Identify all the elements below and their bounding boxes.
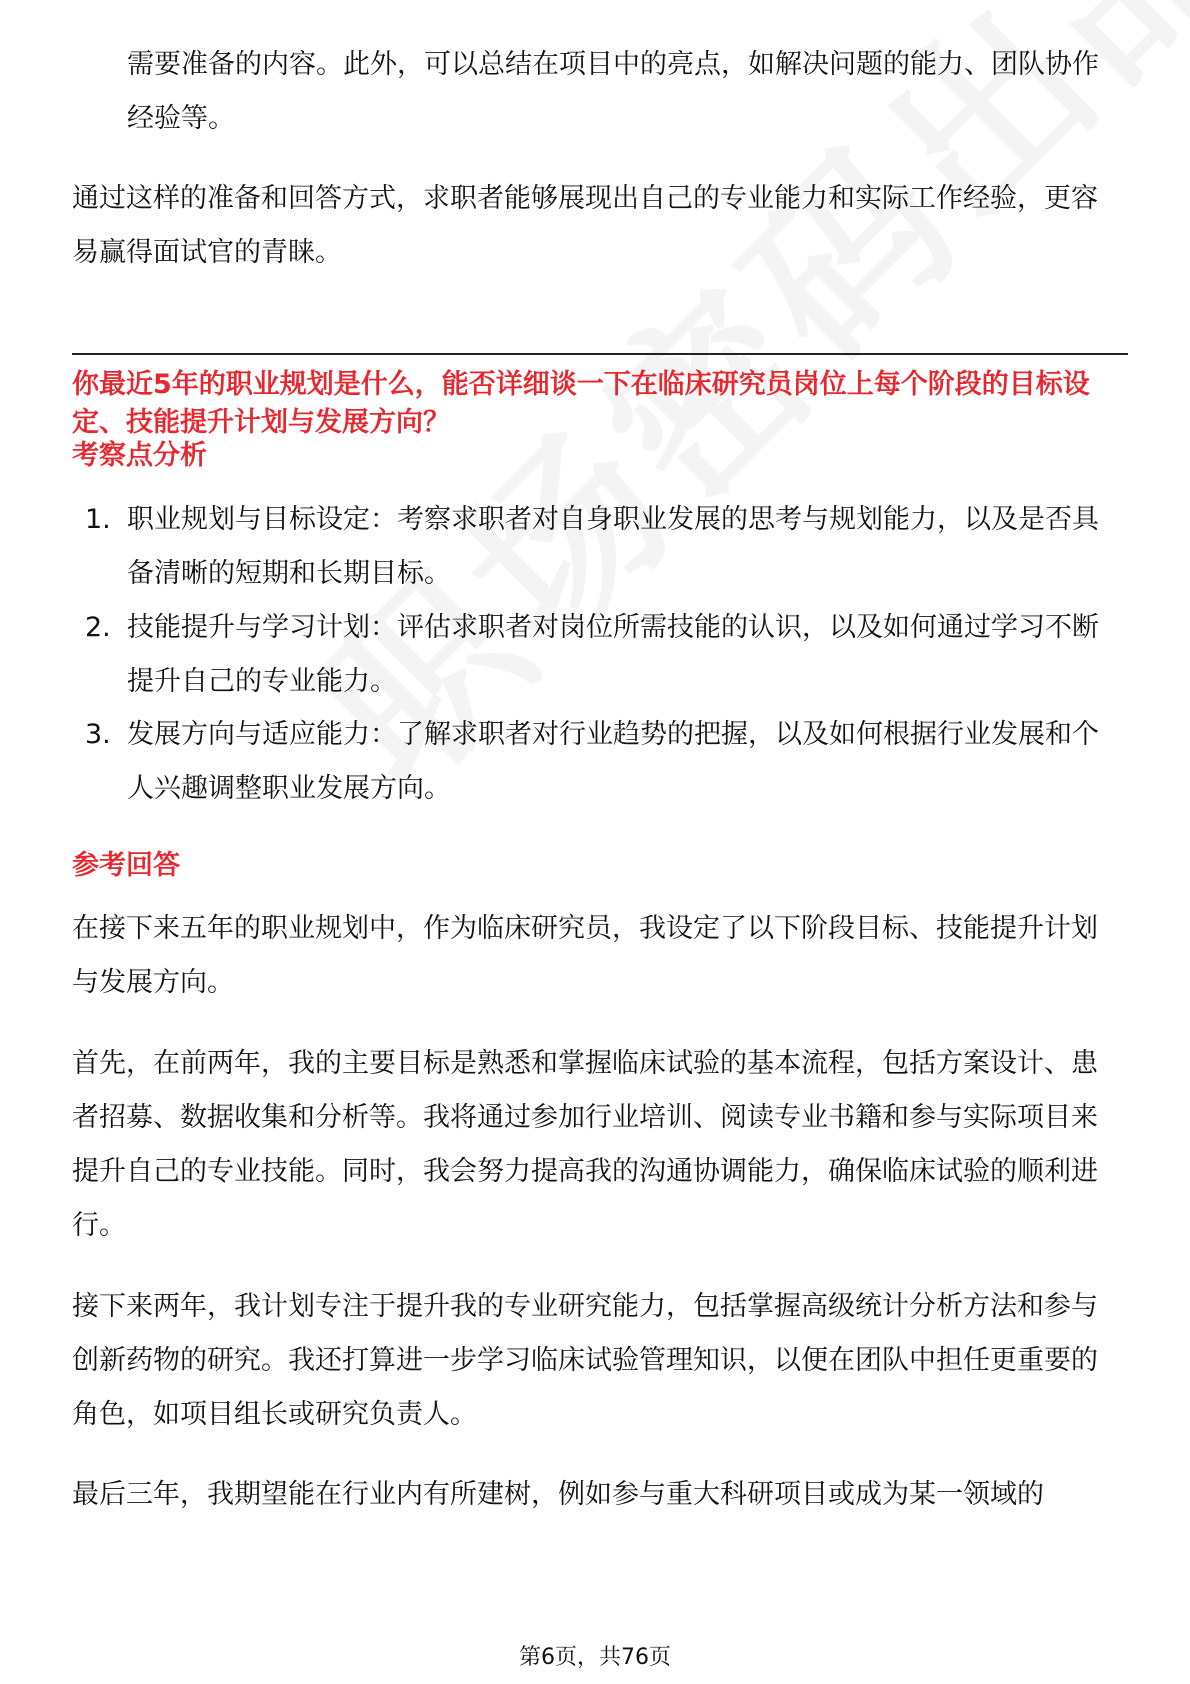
list-number: 2.: [85, 612, 111, 643]
list-text: 职业规划与目标设定：考察求职者对自身职业发展的思考与规划能力，以及是否具备清晰的短期和长期目标。: [127, 504, 1099, 589]
analysis-heading: 考察点分析: [72, 440, 207, 471]
summary-paragraph: 通过这样的准备和回答方式，求职者能够展现出自己的专业能力和实际工作经验，更容易赢得面试官的青睐。: [72, 183, 1098, 268]
page-footer: 第6页，共76页: [519, 1645, 671, 1670]
list-text: 技能提升与学习计划：评估求职者对岗位所需技能的认识，以及如何通过学习不断提升自己的专业能力。: [127, 612, 1099, 697]
answer-heading: 参考回答: [72, 850, 180, 881]
section-divider: [72, 353, 1128, 355]
answer-paragraph: 接下来两年，我计划专注于提升我的专业研究能力，包括掌握高级统计分析方法和参与创新药物的研究。我还打算进一步学习临床试验管理知识，以便在团队中担任更重要的角色，如项目组长或研究负责人。: [72, 1291, 1098, 1430]
list-number: 3.: [85, 719, 111, 750]
answer-paragraph: 首先，在前两年，我的主要目标是熟悉和掌握临床试验的基本流程，包括方案设计、患者招募、数据收集和分析等。我将通过参加行业培训、阅读专业书籍和参与实际项目来提升自己的专业技能。同时，我会努力提高我的沟通协调能力，确保临床试验的顺利进行。: [72, 1048, 1098, 1241]
interview-question: 你最近5年的职业规划是什么，能否详细谈一下在临床研究员岗位上每个阶段的目标设定、技能提升计划与发展方向？: [72, 369, 1090, 438]
answer-paragraph: 在接下来五年的职业规划中，作为临床研究员，我设定了以下阶段目标、技能提升计划与发展方向。: [72, 913, 1098, 998]
top-continuation-paragraph: 需要准备的内容。此外，可以总结在项目中的亮点，如解决问题的能力、团队协作经验等。: [127, 49, 1099, 134]
list-number: 1.: [85, 504, 111, 535]
list-text: 发展方向与适应能力：了解求职者对行业趋势的把握，以及如何根据行业发展和个人兴趣调整职业发展方向。: [127, 719, 1099, 804]
answer-paragraph: 最后三年，我期望能在行业内有所建树，例如参与重大科研项目或成为某一领域的: [72, 1479, 1044, 1510]
